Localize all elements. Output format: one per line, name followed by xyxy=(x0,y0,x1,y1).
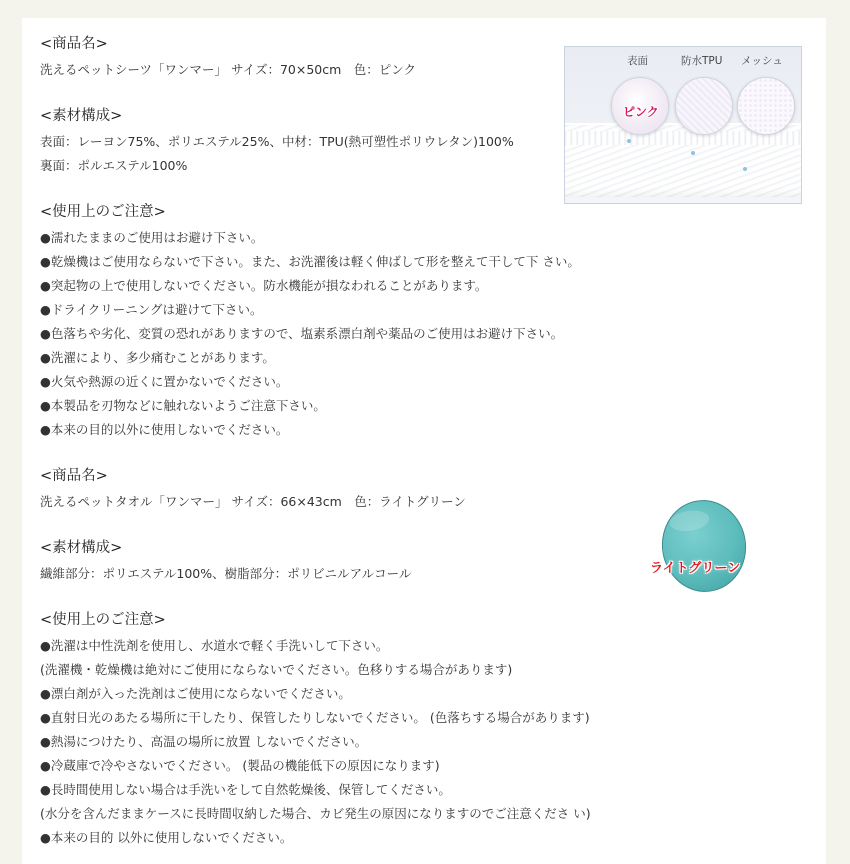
product2-caution-item: ●本来の目的 以外に使用しないでください。 xyxy=(40,830,293,845)
sheet-layers-illustration xyxy=(564,46,802,204)
product2-caution-heading: <使用上のご注意> xyxy=(40,612,166,628)
product1-caution-item: ●濡れたままのご使用はお避け下さい。 xyxy=(40,230,264,245)
product-info-card xyxy=(22,18,826,864)
layer-label-mesh: メッシュ xyxy=(741,55,783,67)
product2-name-heading: <商品名> xyxy=(40,468,108,484)
light-green-color-tag: ライトグリーン xyxy=(650,561,741,576)
product2-caution-item: ●漂白剤が入った洗剤はご使用にならないでください。 xyxy=(40,686,351,701)
mesh-layer-swatch xyxy=(737,77,795,135)
product1-name-line: 洗えるペットシーツ「ワンマー」 サイズ：70×50cm 色：ピンク xyxy=(40,62,417,77)
pink-color-tag: ピンク xyxy=(623,105,659,119)
product2-caution-item: ●洗濯は中性洗剤を使用し、水道水で軽く手洗いして下さい。 xyxy=(40,638,389,653)
product1-caution-item: ●本来の目的以外に使用しないでください。 xyxy=(40,422,289,437)
product2-name-line: 洗えるペットタオル「ワンマー」 サイズ：66×43cm 色：ライトグリーン xyxy=(40,494,466,509)
product1-material-heading: <素材構成> xyxy=(40,108,123,124)
layer-label-surface: 表面 xyxy=(627,55,648,67)
product1-caution-item: ●ドライクリーニングは避けて下さい。 xyxy=(40,302,263,317)
product1-caution-heading: <使用上のご注意> xyxy=(40,204,166,220)
product2-caution-item: ●熱湯につけたり、高温の場所に放置 しないでください。 xyxy=(40,734,368,749)
product1-name-heading: <商品名> xyxy=(40,36,108,52)
product2-section xyxy=(40,466,591,850)
product1-section xyxy=(40,34,580,442)
product1-caution-item: ●火気や熱源の近くに置かないでください。 xyxy=(40,374,289,389)
pointer-dot xyxy=(627,139,631,143)
pointer-dot xyxy=(691,151,695,155)
product1-material-line: 裏面：ポルエステル100% xyxy=(40,158,188,173)
product2-caution-item: (洗濯機・乾燥機は絶対にご使用にならないでください。色移りする場合があります) xyxy=(40,662,513,677)
product2-caution-item: ●直射日光のあたる場所に干したり、保管したりしないでください。 (色落ちする場合があります) xyxy=(40,710,590,725)
layer-label-tpu: 防水TPU xyxy=(681,55,723,67)
towel-color-illustration xyxy=(650,500,810,600)
product2-caution-item: ●長時間使用しない場合は手洗いをして自然乾燥後、保管してください。 xyxy=(40,782,451,797)
pointer-dot xyxy=(743,167,747,171)
product2-material-heading: <素材構成> xyxy=(40,540,123,556)
product2-caution-item: (水分を含んだままケースに長時間収納した場合、カビ発生の原因になりますのでご注意くださ い) xyxy=(40,806,591,821)
product2-material-line: 繊維部分：ポリエステル100%、樹脂部分：ポリビニルアルコール xyxy=(40,566,412,581)
product2-caution-item: ●冷蔵庫で冷やさないでください。 (製品の機能低下の原因になります) xyxy=(40,758,440,773)
tpu-layer-swatch xyxy=(675,77,733,135)
product1-caution-item: ●色落ちや劣化、変質の恐れがありますので、塩素系漂白剤や薬品のご使用はお避け下さい。 xyxy=(40,326,564,341)
light-green-swatch xyxy=(656,495,752,598)
product1-material-line: 表面：レーヨン75%、ポリエステル25%、中材：TPU(熱可塑性ポリウレタン)100% xyxy=(40,134,514,149)
product1-caution-item: ●洗濯により、多少痛むことがあります。 xyxy=(40,350,275,365)
product1-caution-item: ●突起物の上で使用しないでください。防水機能が損なわれることがあります。 xyxy=(40,278,488,293)
product1-caution-item: ●本製品を刃物などに触れないようご注意下さい。 xyxy=(40,398,326,413)
product1-caution-item: ●乾燥機はご使用ならないで下さい。また、お洗濯後は軽く伸ばして形を整えて干して下 さい。 xyxy=(40,254,580,269)
